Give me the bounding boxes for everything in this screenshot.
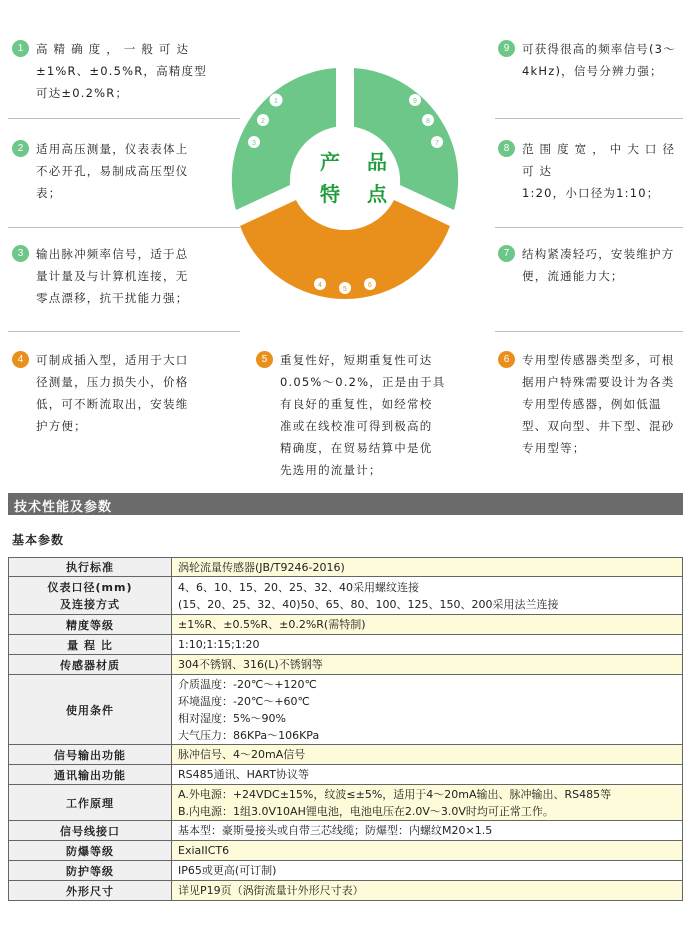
feature-number-badge: 8	[498, 140, 515, 157]
feature-text-line: 型、双向型、井下型、混砂	[522, 419, 675, 433]
param-label-line: 仪表口径(mm)	[47, 580, 133, 594]
param-value-line: 相对湿度：5%～90%	[178, 711, 286, 725]
feature-4	[12, 349, 227, 437]
feature-5	[256, 349, 461, 481]
param-label: 信号输出功能	[9, 745, 172, 765]
param-value	[172, 861, 683, 881]
dot-label-6: 6	[368, 282, 372, 289]
table-row	[9, 558, 683, 577]
feature-1	[12, 38, 227, 104]
section-title: 技术性能及参数	[14, 500, 113, 515]
param-value-line: 大气压力：86KPa～106KPa	[178, 728, 320, 742]
feature-text-line: 专用型传感器，例如低温	[522, 397, 662, 411]
feature-text-line: 有良好的重复性，如经常校	[280, 397, 433, 411]
feature-text-line: 范 围 度 宽 ， 中 大 口 径 可 达	[522, 142, 676, 178]
parameters-table	[8, 557, 683, 901]
param-label-line: 及连接方式	[60, 597, 120, 611]
feature-text-line: 低，可不断流取出，安装维	[36, 397, 189, 411]
feature-text-line: 准或在线校准可得到极高的	[280, 419, 433, 433]
feature-text-line: 适用高压测量，仪表表体上	[36, 142, 189, 156]
feature-text-line: 可达±0.2%R；	[36, 86, 129, 100]
dot-label-1: 1	[274, 98, 278, 105]
param-label: 防爆等级	[9, 841, 172, 861]
param-label: 使用条件	[9, 675, 172, 745]
divider-left-2	[8, 227, 240, 228]
feature-number-badge: 9	[498, 40, 515, 57]
table-row	[9, 675, 683, 745]
feature-text-line: 0.05%～0.2%，正是由于具	[280, 375, 446, 389]
feature-text	[522, 349, 684, 459]
param-label	[9, 577, 172, 615]
table-row	[9, 861, 683, 881]
table-row	[9, 577, 683, 615]
feature-text-line: 精确度，在贸易结算中是优	[280, 441, 433, 455]
feature-9	[498, 38, 684, 82]
feature-text	[280, 349, 461, 481]
feature-6	[498, 349, 684, 459]
feature-number-badge: 4	[12, 351, 29, 368]
diagram-title-line2: 特 点	[320, 182, 397, 206]
param-value	[172, 675, 683, 745]
table-row	[9, 881, 683, 901]
feature-number-badge: 2	[12, 140, 29, 157]
feature-number-badge: 7	[498, 245, 515, 262]
param-value-line: 涡轮流量传感器(JB/T9246-2016)	[178, 560, 345, 574]
feature-text-line: 高 精 确 度 ， 一 般 可 达	[36, 42, 190, 56]
param-value-line: 环境温度：-20℃～+60℃	[178, 694, 310, 708]
param-value	[172, 841, 683, 861]
param-value-line: 4、6、10、15、20、25、32、40采用螺纹连接	[178, 580, 419, 594]
param-label: 量 程 比	[9, 635, 172, 655]
param-value-line: (15、20、25、32、40)50、65、80、100、125、150、200采用法兰连接	[178, 597, 559, 611]
feature-text-line: 专用型传感器类型多，可根	[522, 353, 675, 367]
param-value	[172, 655, 683, 675]
param-value-line: B.内电源：1组3.0V10AH锂电池，电池电压在2.0V～3.0V时均可正常工作。	[178, 804, 554, 818]
divider-right-3	[495, 331, 683, 332]
feature-text-line: 零点漂移，抗干扰能力强；	[36, 291, 189, 305]
table-row	[9, 841, 683, 861]
param-label: 防护等级	[9, 861, 172, 881]
dot-label-4: 4	[318, 282, 322, 289]
feature-number-badge: 5	[256, 351, 273, 368]
param-value	[172, 558, 683, 577]
dot-label-8: 8	[426, 118, 430, 125]
param-label: 执行标准	[9, 558, 172, 577]
param-value-line: 脉冲信号、4～20mA信号	[178, 748, 306, 761]
divider-right-1	[495, 118, 683, 119]
param-value	[172, 577, 683, 615]
feature-text	[522, 138, 684, 204]
param-value	[172, 821, 683, 841]
param-value	[172, 785, 683, 821]
feature-text	[36, 38, 227, 104]
param-label: 传感器材质	[9, 655, 172, 675]
param-value-line: IP65或更高(可订制)	[178, 864, 277, 877]
feature-number-badge: 1	[12, 40, 29, 57]
diagram-title-line1: 产 品	[320, 150, 397, 174]
table-row	[9, 635, 683, 655]
dot-label-2: 2	[261, 118, 265, 125]
table-row	[9, 615, 683, 635]
param-label: 信号线接口	[9, 821, 172, 841]
param-label: 外形尺寸	[9, 881, 172, 901]
param-value	[172, 765, 683, 785]
dot-label-7: 7	[435, 140, 439, 147]
feature-3	[12, 243, 227, 309]
feature-text-line: 专用型等；	[522, 441, 586, 455]
divider-left-1	[8, 118, 240, 119]
param-value-line: A.外电源：+24VDC±15%，纹波≤±5%，适用于4～20mA输出、脉冲输出、RS485等	[178, 787, 612, 801]
param-value-line: ExiaIICT6	[178, 844, 230, 857]
param-label: 精度等级	[9, 615, 172, 635]
table-row	[9, 655, 683, 675]
feature-text-line: 不必开孔，易制成高压型仪	[36, 164, 189, 178]
feature-2	[12, 138, 227, 204]
dot-label-5: 5	[343, 286, 347, 293]
param-value-line: 介质温度：-20℃～+120℃	[178, 677, 317, 691]
param-value-line: ±1%R、±0.5%R、±0.2%R(需特制)	[178, 618, 366, 631]
param-value	[172, 635, 683, 655]
feature-text-line: 护方便；	[36, 419, 87, 433]
divider-left-3	[8, 331, 240, 332]
feature-number-badge: 3	[12, 245, 29, 262]
table-row	[9, 765, 683, 785]
feature-text	[36, 138, 227, 204]
dot-label-3: 3	[252, 140, 256, 147]
feature-text-line: 表；	[36, 186, 62, 200]
param-label: 通讯输出功能	[9, 765, 172, 785]
feature-text-line: 径测量，压力损失小，价格	[36, 375, 189, 389]
param-value-line: RS485通讯、HART协议等	[178, 768, 309, 781]
table-row	[9, 821, 683, 841]
feature-text-line: 便，流通能力大；	[522, 269, 624, 283]
feature-8	[498, 138, 684, 204]
param-value-line: 基本型：豪斯曼接头或自带三芯线缆；防爆型：内螺纹M20×1.5	[178, 824, 493, 837]
param-value-line: 1:10;1:15;1:20	[178, 638, 260, 651]
feature-text-line: 量计量及与计算机连接，无	[36, 269, 189, 283]
table-row	[9, 785, 683, 821]
feature-text-line: ±1%R、±0.5%R，高精度型	[36, 64, 207, 78]
feature-text	[36, 349, 227, 437]
param-label: 工作原理	[9, 785, 172, 821]
feature-text	[522, 243, 684, 287]
param-value	[172, 615, 683, 635]
feature-text-line: 重复性好，短期重复性可达	[280, 353, 433, 367]
feature-text-line: 先选用的流量计；	[280, 463, 382, 477]
feature-text	[522, 38, 684, 82]
divider-right-2	[495, 227, 683, 228]
feature-text-line: 输出脉冲频率信号，适于总	[36, 247, 189, 261]
feature-text-line: 可制成插入型，适用于大口	[36, 353, 189, 367]
feature-text	[36, 243, 227, 309]
subheading: 基本参数	[12, 533, 65, 547]
table-row	[9, 745, 683, 765]
feature-text-line: 1:20，小口径为1:10；	[522, 186, 660, 200]
dot-label-9: 9	[413, 98, 417, 105]
param-value-line: 304不锈钢、316(L)不锈钢等	[178, 658, 323, 671]
feature-text-line: 4kHz)，信号分辨力强；	[522, 64, 663, 78]
feature-text-line: 结构紧凑轻巧，安装维护方	[522, 247, 675, 261]
param-value	[172, 745, 683, 765]
param-value	[172, 881, 683, 901]
feature-text-line: 可获得很高的频率信号(3～	[522, 42, 676, 56]
feature-number-badge: 6	[498, 351, 515, 368]
feature-text-line: 据用户特殊需要设计为各类	[522, 375, 675, 389]
feature-7	[498, 243, 684, 287]
param-value-line: 详见P19页（涡街流量计外形尺寸表）	[178, 884, 364, 897]
